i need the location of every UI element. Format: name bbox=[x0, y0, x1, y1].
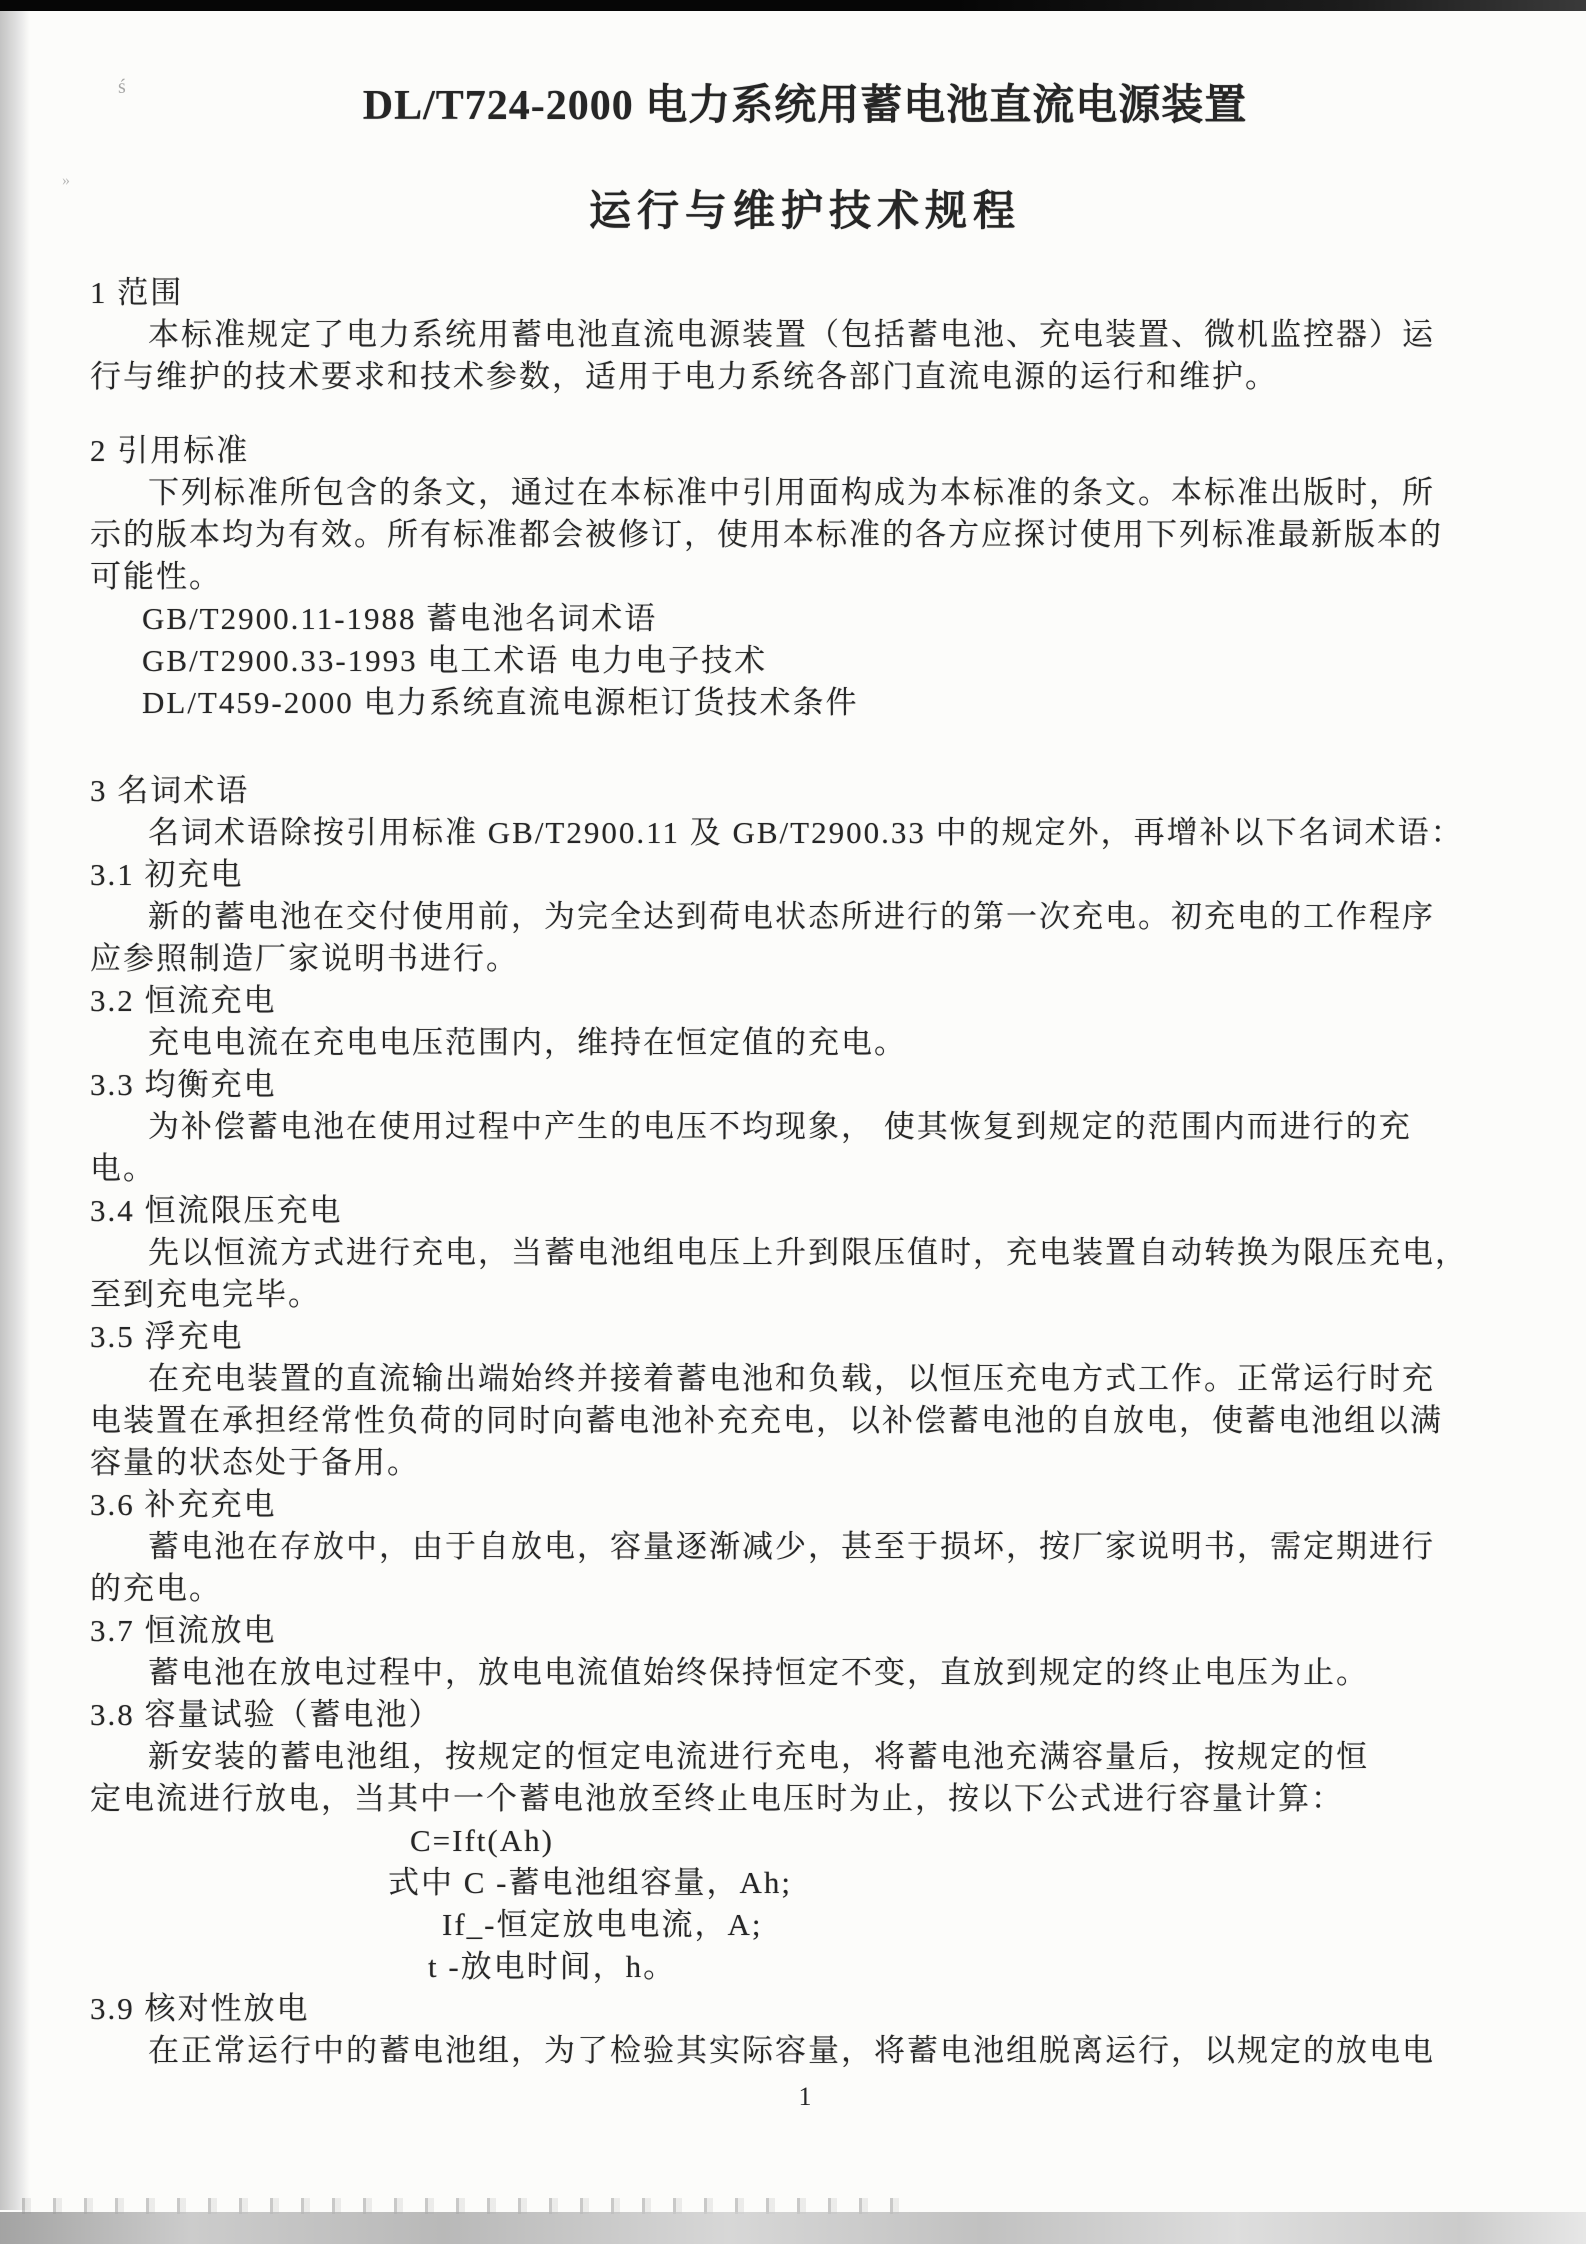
scan-edge-bottom bbox=[0, 2212, 1586, 2244]
paragraph-line: 为补偿蓄电池在使用过程中产生的电压不均现象， 使其恢复到规定的范围内而进行的充 bbox=[148, 1109, 1412, 1144]
paragraph-line: 在正常运行中的蓄电池组，为了检验其实际容量，将蓄电池组脱离运行，以规定的放电电 bbox=[148, 2033, 1435, 2068]
scan-artifact: ś bbox=[118, 76, 126, 98]
paragraph-line: 可能性。 bbox=[90, 559, 222, 594]
paragraph-line: 至到充电完毕。 bbox=[90, 1277, 321, 1312]
subsection-heading: 3.2 恒流充电 bbox=[90, 983, 277, 1018]
section-heading: 2 引用标准 bbox=[90, 433, 250, 468]
scan-artifact: » bbox=[62, 172, 70, 189]
document-title: DL/T724-2000 电力系统用蓄电池直流电源装置 bbox=[362, 83, 1248, 129]
paragraph-line: 容量的状态处于备用。 bbox=[90, 1445, 420, 1480]
formula-note: 式中 C -蓄电池组容量，Ah; bbox=[388, 1865, 792, 1900]
document-subtitle: 运行与维护技术规程 bbox=[588, 189, 1021, 235]
page-number: 1 bbox=[798, 2082, 812, 2111]
doc-body bbox=[90, 272, 1520, 2072]
paragraph-line: 新的蓄电池在交付使用前，为完全达到荷电状态所进行的第一次充电。初充电的工作程序 bbox=[148, 899, 1435, 934]
paragraph-line: 充电电流在充电电压范围内，维持在恒定值的充电。 bbox=[148, 1025, 907, 1060]
paragraph-line: 应参照制造厂家说明书进行。 bbox=[90, 941, 519, 976]
subsection-heading: 3.7 恒流放电 bbox=[90, 1613, 277, 1648]
document-content bbox=[90, 80, 1520, 2114]
section-heading: 1 范围 bbox=[90, 275, 184, 310]
paragraph-line: 电。 bbox=[90, 1151, 156, 1186]
formula-note: t -放电时间，h。 bbox=[428, 1949, 677, 1984]
paragraph-line: 新安装的蓄电池组，按规定的恒定电流进行充电，将蓄电池充满容量后，按规定的恒 bbox=[148, 1739, 1369, 1774]
paragraph-line: 名词术语除按引用标准 GB/T2900.11 及 GB/T2900.33 中的规定外，再增补以下名词术语： bbox=[148, 815, 1464, 850]
subsection-heading: 3.6 补充充电 bbox=[90, 1487, 277, 1522]
paragraph-line: 先以恒流方式进行充电，当蓄电池组电压上升到限压值时，充电装置自动转换为限压充电， bbox=[148, 1235, 1468, 1270]
paragraph-line: 的充电。 bbox=[90, 1571, 222, 1606]
paragraph-line: 下列标准所包含的条文，通过在本标准中引用面构成为本标准的条文。本标准出版时，所 bbox=[148, 475, 1435, 510]
subsection-heading: 3.5 浮充电 bbox=[90, 1319, 244, 1354]
section-heading: 3 名词术语 bbox=[90, 773, 250, 808]
paragraph-line: 示的版本均为有效。所有标准都会被修订，使用本标准的各方应探讨使用下列标准最新版本的 bbox=[90, 517, 1443, 552]
subsection-heading: 3.1 初充电 bbox=[90, 857, 244, 892]
paragraph-line: 蓄电池在存放中，由于自放电，容量逐渐减少，甚至于损坏，按厂家说明书，需定期进行 bbox=[148, 1529, 1435, 1564]
subsection-heading: 3.4 恒流限压充电 bbox=[90, 1193, 343, 1228]
subsection-heading: 3.8 容量试验（蓄电池） bbox=[90, 1697, 442, 1732]
scan-edge-left bbox=[0, 11, 30, 2210]
reference-item: GB/T2900.11-1988 蓄电池名词术语 bbox=[142, 601, 658, 636]
paragraph-line: 电装置在承担经常性负荷的同时向蓄电池补充充电，以补偿蓄电池的自放电，使蓄电池组以满 bbox=[90, 1403, 1443, 1438]
reference-item: DL/T459-2000 电力系统直流电源柜订货技术条件 bbox=[142, 685, 859, 720]
scan-edge-top bbox=[0, 0, 1586, 11]
formula-note: If_-恒定放电电流，A; bbox=[442, 1907, 763, 1942]
reference-item: GB/T2900.33-1993 电工术语 电力电子技术 bbox=[142, 643, 768, 678]
subsection-heading: 3.3 均衡充电 bbox=[90, 1067, 277, 1102]
paragraph-line: 本标准规定了电力系统用蓄电池直流电源装置（包括蓄电池、充电装置、微机监控器）运 bbox=[148, 317, 1435, 352]
subsection-heading: 3.9 核对性放电 bbox=[90, 1991, 310, 2026]
formula-line: C=Ift(Ah) bbox=[410, 1823, 554, 1858]
paragraph-line: 蓄电池在放电过程中，放电电流值始终保持恒定不变，直放到规定的终止电压为止。 bbox=[148, 1655, 1369, 1690]
paragraph-line: 在充电装置的直流输出端始终并接着蓄电池和负载，以恒压充电方式工作。正常运行时充 bbox=[148, 1361, 1435, 1396]
paragraph-line: 定电流进行放电，当其中一个蓄电池放至终止电压时为止，按以下公式进行容量计算： bbox=[90, 1781, 1344, 1816]
paragraph-line: 行与维护的技术要求和技术参数，适用于电力系统各部门直流电源的运行和维护。 bbox=[90, 359, 1278, 394]
